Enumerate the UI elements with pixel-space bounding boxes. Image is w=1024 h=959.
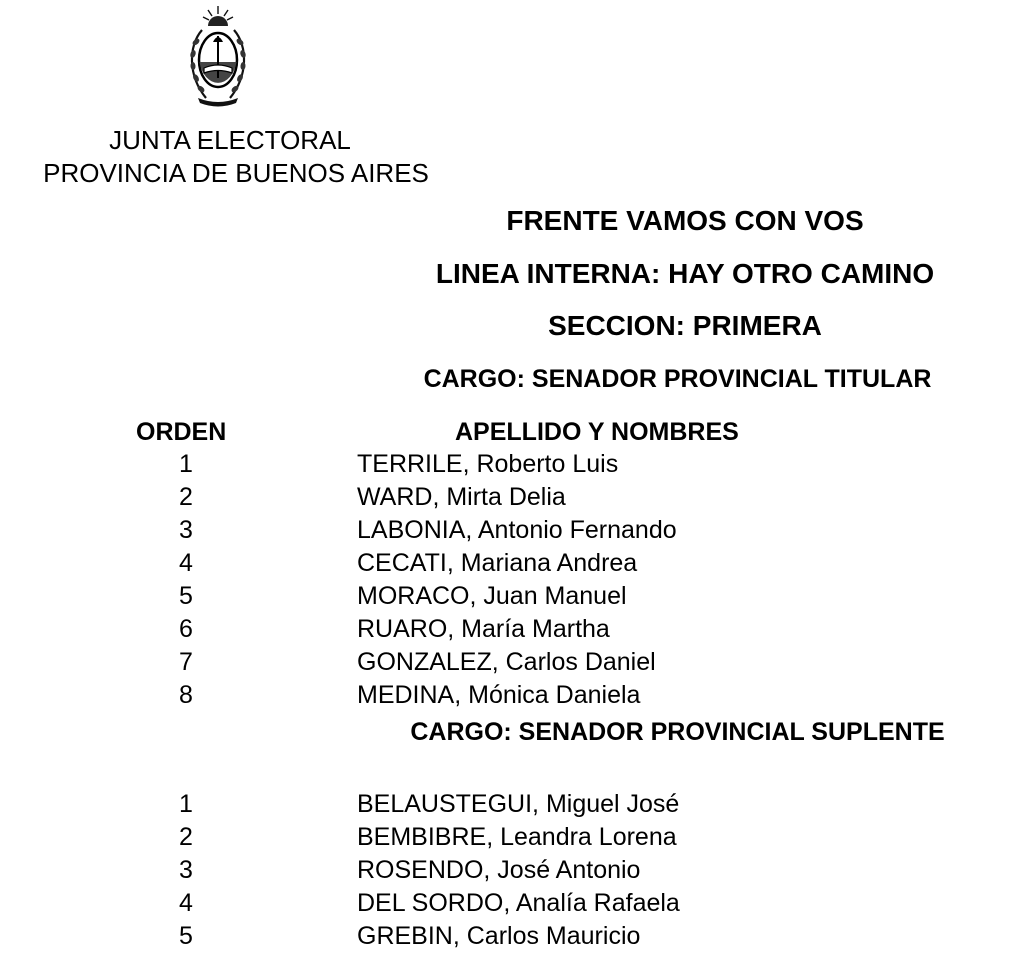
candidate-order: 7 bbox=[179, 648, 193, 676]
candidate-order: 8 bbox=[179, 681, 193, 709]
candidate-name: GONZALEZ, Carlos Daniel bbox=[357, 648, 656, 676]
candidate-name: WARD, Mirta Delia bbox=[357, 483, 566, 511]
candidate-name: MEDINA, Mónica Daniela bbox=[357, 681, 641, 709]
candidate-name: GREBIN, Carlos Mauricio bbox=[357, 922, 641, 950]
organization-name: JUNTA ELECTORAL bbox=[109, 125, 351, 155]
coat-of-arms-icon bbox=[184, 2, 252, 110]
candidate-order: 4 bbox=[179, 549, 193, 577]
candidate-row bbox=[0, 887, 1024, 920]
candidate-order: 5 bbox=[179, 922, 193, 950]
candidate-row bbox=[0, 788, 1024, 821]
column-header-order: ORDEN bbox=[136, 418, 227, 446]
column-header-names: APELLIDO Y NOMBRES bbox=[455, 418, 739, 446]
position-title-titular: CARGO: SENADOR PROVINCIAL TITULAR bbox=[423, 365, 932, 393]
internal-line: LINEA INTERNA: HAY OTRO CAMINO bbox=[435, 258, 935, 289]
candidate-row bbox=[0, 613, 1024, 646]
candidate-name: BELAUSTEGUI, Miguel José bbox=[357, 790, 680, 818]
candidate-order: 2 bbox=[179, 823, 193, 851]
candidate-row bbox=[0, 481, 1024, 514]
candidate-order: 1 bbox=[179, 790, 193, 818]
candidate-order: 5 bbox=[179, 582, 193, 610]
candidate-name: RUARO, María Martha bbox=[357, 615, 610, 643]
candidate-name: TERRILE, Roberto Luis bbox=[357, 450, 619, 478]
candidate-order: 3 bbox=[179, 856, 193, 884]
candidate-row bbox=[0, 547, 1024, 580]
position-title-suplente: CARGO: SENADOR PROVINCIAL SUPLENTE bbox=[410, 718, 945, 746]
candidate-order: 6 bbox=[179, 615, 193, 643]
organization-province: PROVINCIA DE BUENOS AIRES bbox=[43, 158, 429, 188]
candidate-order: 1 bbox=[179, 450, 193, 478]
candidate-row bbox=[0, 448, 1024, 481]
list-name: FRENTE VAMOS CON VOS bbox=[506, 205, 864, 236]
candidate-row bbox=[0, 580, 1024, 613]
candidate-order: 2 bbox=[179, 483, 193, 511]
candidate-name: BEMBIBRE, Leandra Lorena bbox=[357, 823, 677, 851]
candidate-row bbox=[0, 679, 1024, 712]
candidate-name: LABONIA, Antonio Fernando bbox=[357, 516, 677, 544]
candidate-name: CECATI, Mariana Andrea bbox=[357, 549, 638, 577]
candidate-row bbox=[0, 646, 1024, 679]
candidate-name: MORACO, Juan Manuel bbox=[357, 582, 627, 610]
candidate-name: DEL SORDO, Analía Rafaela bbox=[357, 889, 680, 917]
section: SECCION: PRIMERA bbox=[548, 310, 822, 341]
candidate-row bbox=[0, 854, 1024, 887]
candidate-name: ROSENDO, José Antonio bbox=[357, 856, 641, 884]
candidate-row bbox=[0, 821, 1024, 854]
candidate-row bbox=[0, 514, 1024, 547]
candidate-order: 3 bbox=[179, 516, 193, 544]
candidate-row bbox=[0, 920, 1024, 953]
candidate-order: 4 bbox=[179, 889, 193, 917]
